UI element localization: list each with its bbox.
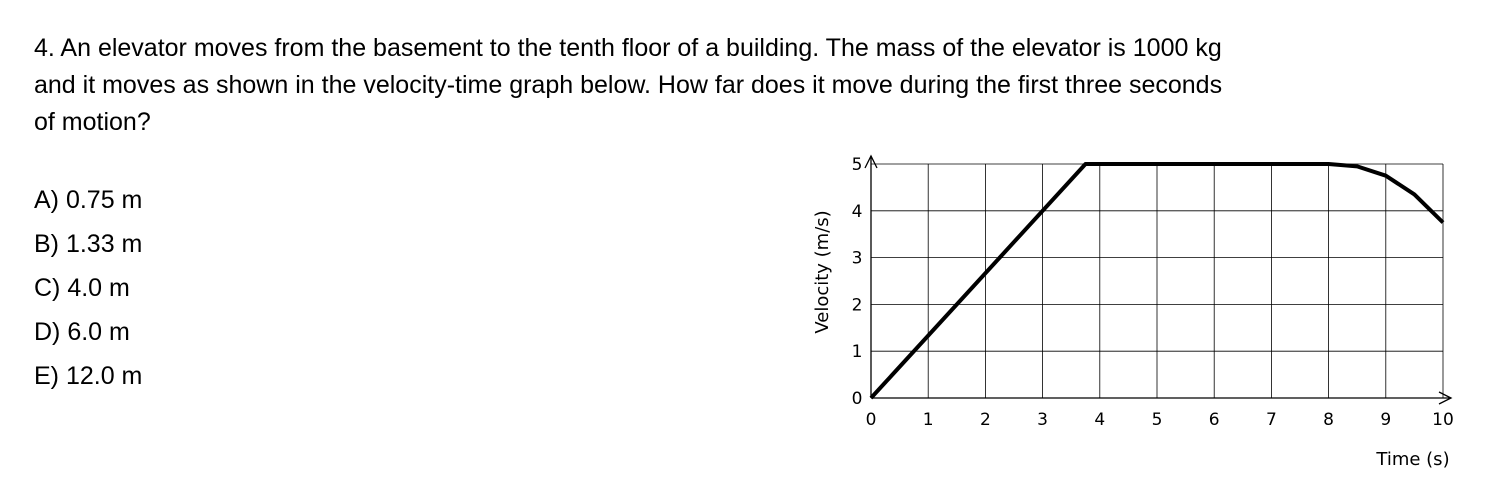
- x-tick-label: 9: [1380, 410, 1392, 430]
- choice-a[interactable]: A) 0.75 m: [34, 186, 143, 214]
- y-tick-label: 0: [851, 389, 863, 409]
- y-tick-label: 3: [851, 248, 863, 269]
- question-line: and it moves as shown in the velocity-time graph below. How far does it move during the first three seconds: [34, 71, 1223, 99]
- y-tick-label: 1: [851, 342, 863, 363]
- choice-b[interactable]: B) 1.33 m: [34, 230, 143, 258]
- x-axis-title: Time (s): [1376, 449, 1450, 470]
- x-tick-label: 5: [1151, 410, 1163, 430]
- x-tick-label: 3: [1037, 410, 1049, 430]
- x-tick-label: 7: [1265, 410, 1277, 430]
- choice-c[interactable]: C) 4.0 m: [34, 274, 130, 302]
- y-axis-title: Velocity (m/s): [812, 210, 833, 334]
- x-tick-label: 8: [1323, 410, 1335, 430]
- x-tick-label: 10: [1432, 410, 1454, 430]
- y-tick-label: 4: [851, 201, 863, 222]
- choice-e[interactable]: E) 12.0 m: [34, 362, 143, 390]
- question-line: 4. An elevator moves from the basement to the tenth floor of a building. The mass of the elevator is 1000 kg: [34, 34, 1222, 62]
- y-tick-label: 5: [851, 155, 863, 175]
- y-tick-label: 2: [851, 295, 863, 316]
- x-tick-label: 4: [1094, 410, 1106, 430]
- x-tick-label: 2: [979, 410, 991, 430]
- choice-d[interactable]: D) 6.0 m: [34, 318, 130, 346]
- x-tick-label: 0: [865, 410, 877, 430]
- question-line: of motion?: [34, 108, 151, 136]
- x-tick-label: 6: [1208, 410, 1220, 430]
- x-tick-label: 1: [922, 410, 934, 430]
